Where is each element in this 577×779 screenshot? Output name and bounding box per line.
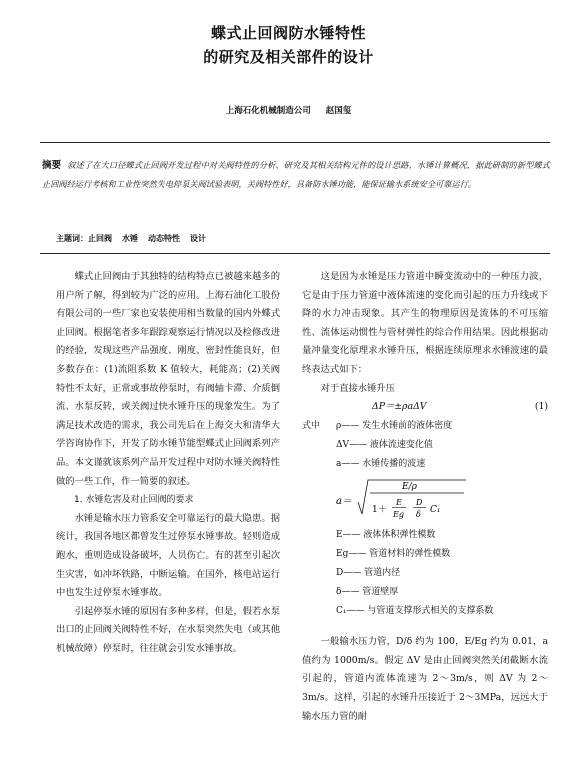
formula-lhs: a＝ [336,496,352,508]
definition-item: a—— 水锤传播的波速 [336,459,426,470]
byline [0,104,577,116]
formula-numerator: E/ρ [402,482,417,493]
left-column [56,268,280,658]
definition-item: δ—— 管道壁厚 [336,587,399,598]
equation-1 [302,398,548,417]
right-column [302,268,548,726]
right-paragraph-1: 这是因为水锤是压力管道中瞬变流动中的一种压力波，它是由于压力管道中液体流速的变化而引起的压力升线或下降的水力冲击现象。其产生的物理原因是流体的不可压缩性、流体运动惯性与管材弹性的综合作用结果。因此根据动量冲量变化原理求水锤升压，根据连续原理求水锤波速的最终表达式如下： [302,271,548,375]
fraction2-den: δ [416,510,421,520]
left-paragraph-3: 引起停泵水锤的原因有多种多样，但是，假若水泵出口的止回阀关阀特性不好，在水泵突然失电（或其他机械故障）停泵时，往往就会引发水锤事故。 [56,605,280,654]
abstract-top-rule [40,142,550,143]
section-heading-1: 1. 水锤危害及对止回阀的要求 [74,495,194,506]
where-label: 式中 [302,421,321,432]
keyword-item: 动态特性 [148,234,180,243]
left-paragraph-1: 蝶式止回阀由于其独特的结构特点已被越来越多的用户所了解，得到较为广泛的应用。上海石油化工股份有限公司的一些厂家也安装使用相当数量的国内外蝶式止回阀。根据笔者多年跟踪观察运行情况以及检修改进的经验，发现这些产品强度、刚度、密封性能良好，但多数存在：(1)流阻系数 K 值较大，耗能高；(2)关阀特性不太好，正常或事故停泵时，有阀轴卡滞、介质倒流、水泵反转，或关阀过快水锤升压的现象发生。为了满足技术改造的需求，我公司先后在上海交大和清华大学咨询协作下，开发了防水锤节能型蝶式止回阀系列产品。本文谨就该系列产品开发过程中对防水锤关阀特性做的一些工作，作一简要的叙述。 [56,271,280,487]
formula-tail: C₁ [430,505,441,516]
definition-item: C₁—— 与管道支撑形式相关的支撑系数 [336,606,494,617]
equation-1-number: (1) [534,401,548,413]
keyword-item: 止回阀 [88,234,112,243]
keyword-item: 水锤 [122,234,138,243]
keyword-item: 设计 [190,234,206,243]
author-name: 赵国玺 [325,106,352,116]
definition-item: D—— 管道内径 [336,568,401,579]
fraction1-num: E [396,498,402,508]
definition-row [302,436,548,455]
definition-item: ρ—— 发生水锤前的液体密度 [336,421,453,432]
paper-title-line1: 蝶式止回阀防水锤特性 [210,24,366,42]
paper-title-line2: 的研究及相关部件的设计 [203,48,374,66]
header-bottom-rule [40,253,550,254]
author-org: 上海石化机械制造公司 [225,106,311,116]
abstract [42,156,550,194]
abstract-text: 叙述了在大口径蝶式止回阀开发过程中对关阀特性的分析、研究及其相关结构元件的设计思路、水锤计算概况，据此研制的新型蝶式止回阀经运行考核和工业性突然失电停泵关阀试验表明，关阀特性好，具备防水锤功能，能保证输水系统安全可靠运行。 [42,160,550,189]
keywords [56,233,216,244]
equation-1-body: ΔP＝±ρaΔV [372,401,427,413]
definition-item: Eg—— 管道材料的弹性模数 [336,549,451,560]
abstract-label: 摘要 [42,160,62,171]
left-paragraph-2: 水锤是输水压力管系安全可靠运行的最大隐患。据统计，我国各地区都曾发生过停泵水锤事故。轻则造成跑水，重则造成设备破坏，人员伤亡。有的甚至引起次生灾害，如冲坏铁路，中断运输。在国外，核电站运行中也发生过停泵水锤事故。 [56,512,280,599]
formula-denominator-prefix: 1＋ [372,505,387,516]
fraction2-num: D [416,498,423,508]
fraction1-den: Eg [393,510,404,520]
definition-item: ΔV—— 液体流速变化值 [336,440,433,451]
keywords-label: 主题词： [56,234,88,243]
equation-intro: 对于直接水锤升压 [320,382,395,394]
definition-item: E—— 液体体积弹性模数 [336,530,436,541]
symbol-definitions-1 [302,417,548,474]
definition-row [302,455,548,474]
equation-2 [302,474,548,526]
symbol-definitions-2 [302,526,548,621]
wave-speed-formula [336,474,496,526]
right-paragraph-2: 一般输水压力管，D/δ 约为 100，E/Eg 约为 0.01，a 值约为 1000m/s。假定 ΔV 是由止回阀突然关闭截断水流引起的，管道内流体流速为 2～3m/s，则 ΔV 为 2～3m/s。这样，引起的水锤升压接近于 2～3MPa，远远大于输水压力管的耐 [302,636,548,722]
